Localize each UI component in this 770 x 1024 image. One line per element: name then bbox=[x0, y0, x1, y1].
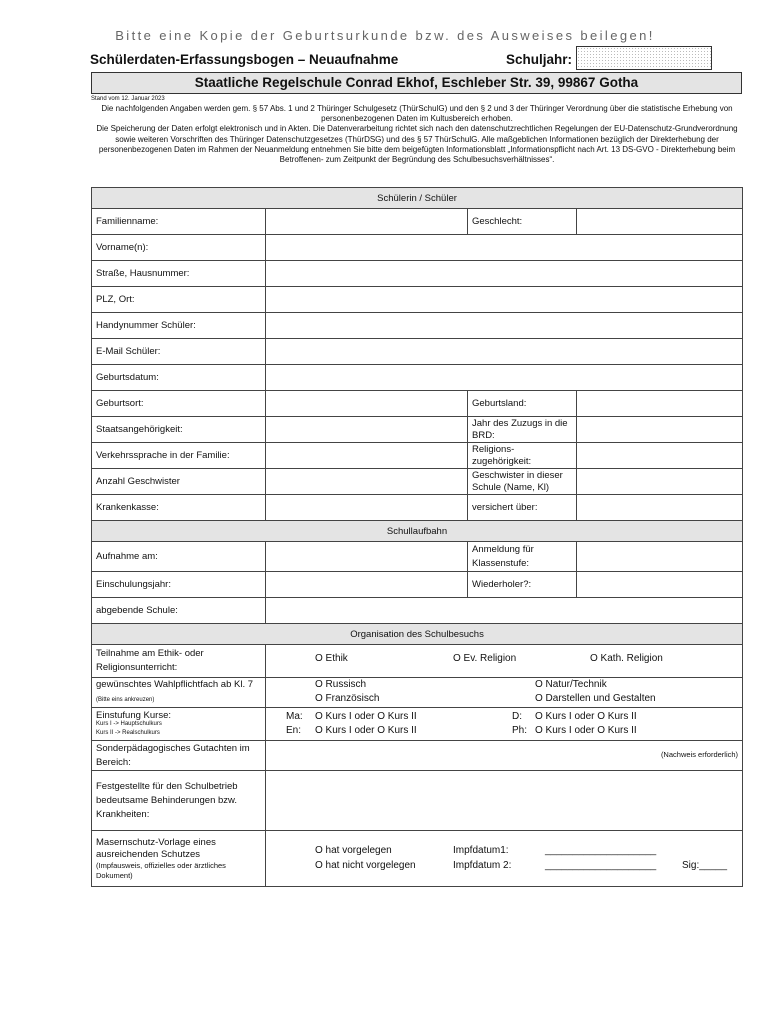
label-geburtsort: Geburtsort: bbox=[92, 391, 266, 417]
label-vorname: Vorname(n): bbox=[92, 235, 266, 261]
label-krankenkasse: Krankenkasse: bbox=[92, 495, 266, 521]
input-wiederholer[interactable] bbox=[577, 572, 743, 598]
input-geschwister-schule[interactable] bbox=[577, 469, 743, 495]
options-ethik-religion bbox=[266, 645, 743, 678]
label-abgebende-schule: abgebende Schule: bbox=[92, 598, 266, 624]
input-geschwister[interactable] bbox=[266, 469, 468, 495]
label-impfdatum-2: Impfdatum 2: bbox=[453, 859, 512, 871]
input-religion[interactable] bbox=[577, 443, 743, 469]
label-impfdatum-1: Impfdatum1: bbox=[453, 844, 509, 856]
radio-natur-technik[interactable]: O Natur/Technik bbox=[535, 678, 607, 690]
input-aufnahme[interactable] bbox=[266, 542, 468, 572]
label-geschlecht: Geschlecht: bbox=[468, 209, 577, 235]
label-familienname: Familienname: bbox=[92, 209, 266, 235]
kurs-hint-2: Kurs II -> Realschulkurs bbox=[96, 729, 160, 736]
input-familienname[interactable] bbox=[266, 209, 468, 235]
privacy-notice-paragraph-2: Die Speicherung der Daten erfolgt elektronisch und in Akten. Die Datenverarbeitung richtet sich nach den datenschutzrechtlichen Regelungen der EU-Datenschutz-Grundverordnung sowie weiteren Vorschriften des Thüringer Datenschutzgesetzes (ThürDSG) und des § 57 ThürSchulG. Alle maßgeblichen Informationen bezüglich der Direkterhebung der personenbezogenen Daten im Rahmen der Neuanmeldung entnehmen Sie bitte dem beigefügten Informationsblatt „Informationspflicht nach Art. 13 DS-GVO - Direkterhebung beim Betroffenen- zum Zeitpunkt der Begründung des Schulbesuchsverhältnisses“. bbox=[96, 124, 738, 165]
label-handynummer: Handynummer Schüler: bbox=[92, 313, 266, 339]
radio-ethik[interactable]: O Ethik bbox=[315, 653, 348, 664]
label-strasse: Straße, Hausnummer: bbox=[92, 261, 266, 287]
label-wiederholer: Wiederholer?: bbox=[468, 572, 577, 598]
label-ma: Ma: bbox=[286, 711, 303, 722]
stand-date: Stand vom 12. Januar 2023 bbox=[91, 96, 165, 102]
input-geburtsdatum[interactable] bbox=[266, 365, 743, 391]
label-ph: Ph: bbox=[512, 725, 528, 736]
label-versichert: versichert über: bbox=[468, 495, 577, 521]
label-geburtsdatum: Geburtsdatum: bbox=[92, 365, 266, 391]
radio-ma-kurs[interactable]: O Kurs I oder O Kurs II bbox=[315, 711, 417, 722]
section-schueler: Schülerin / Schüler bbox=[92, 188, 743, 209]
radio-ph-kurs[interactable]: O Kurs I oder O Kurs II bbox=[535, 725, 637, 736]
input-versichert[interactable] bbox=[577, 495, 743, 521]
label-gutachten: Sonderpädagogisches Gutachten im Bereich: bbox=[92, 741, 266, 771]
label-anmeldung: Anmeldung für Klassenstufe: bbox=[468, 542, 577, 572]
wahlpflichtfach-hint: (Bitte eins ankreuzen) bbox=[96, 697, 155, 703]
label-geschwister: Anzahl Geschwister bbox=[92, 469, 266, 495]
schuljahr-field[interactable] bbox=[576, 46, 712, 70]
section-schullaufbahn: Schullaufbahn bbox=[92, 521, 743, 542]
label-masernschutz bbox=[92, 831, 266, 887]
label-email: E-Mail Schüler: bbox=[92, 339, 266, 365]
label-einstufung bbox=[92, 708, 266, 741]
input-geburtsort[interactable] bbox=[266, 391, 468, 417]
input-email[interactable] bbox=[266, 339, 743, 365]
label-religion: Religions-zugehörigkeit: bbox=[468, 443, 577, 469]
radio-hat-nicht-vorgelegen[interactable]: O hat nicht vorgelegen bbox=[315, 859, 416, 871]
radio-hat-vorgelegen[interactable]: O hat vorgelegen bbox=[315, 844, 392, 856]
radio-en-kurs[interactable]: O Kurs I oder O Kurs II bbox=[315, 725, 417, 736]
masernschutz-text: Masernschutz-Vorlage eines ausreichenden Schutzes bbox=[96, 836, 216, 860]
options-wahlpflichtfach bbox=[266, 678, 743, 708]
registration-form-table bbox=[91, 187, 743, 887]
title-row bbox=[88, 50, 748, 72]
input-verkehrssprache[interactable] bbox=[266, 443, 468, 469]
label-en: En: bbox=[286, 725, 302, 736]
label-behinderungen: Festgestellte für den Schulbetrieb bedeutsame Behinderungen bzw. Krankheiten: bbox=[92, 771, 266, 831]
input-signature[interactable]: Sig:_____ bbox=[682, 859, 728, 871]
input-impfdatum-1[interactable]: ____________________ bbox=[545, 844, 657, 856]
radio-ev-religion[interactable]: O Ev. Religion bbox=[453, 653, 517, 664]
input-zuzug[interactable] bbox=[577, 417, 743, 443]
schuljahr-label: Schuljahr: bbox=[506, 52, 573, 67]
input-vorname[interactable] bbox=[266, 235, 743, 261]
label-geburtsland: Geburtsland: bbox=[468, 391, 577, 417]
input-gutachten[interactable] bbox=[266, 741, 743, 771]
privacy-notice bbox=[94, 104, 740, 165]
radio-darstellen-gestalten[interactable]: O Darstellen und Gestalten bbox=[535, 692, 656, 704]
input-behinderungen[interactable] bbox=[266, 771, 743, 831]
label-wahlpflichtfach bbox=[92, 678, 266, 708]
label-ethik-religion: Teilnahme am Ethik- oder Religionsunterricht: bbox=[92, 645, 266, 678]
options-masernschutz bbox=[266, 831, 743, 887]
label-zuzug: Jahr des Zuzugs in die BRD: bbox=[468, 417, 577, 443]
input-anmeldung[interactable] bbox=[577, 542, 743, 572]
input-plz-ort[interactable] bbox=[266, 287, 743, 313]
document-hint: Bitte eine Kopie der Geburtsurkunde bzw. des Ausweises beilegen! bbox=[115, 28, 655, 43]
nachweis-hint: (Nachweis erforderlich) bbox=[660, 750, 739, 759]
form-title: Schülerdaten-Erfassungsbogen – Neuaufnahme bbox=[90, 52, 399, 67]
label-verkehrssprache: Verkehrssprache in der Familie: bbox=[92, 443, 266, 469]
radio-kath-religion[interactable]: O Kath. Religion bbox=[590, 653, 663, 664]
label-aufnahme: Aufnahme am: bbox=[92, 542, 266, 572]
options-einstufung bbox=[266, 708, 743, 741]
input-krankenkasse[interactable] bbox=[266, 495, 468, 521]
kurs-hint-1: Kurs I -> Hauptschulkurs bbox=[96, 720, 162, 727]
input-geschlecht[interactable] bbox=[577, 209, 743, 235]
radio-franzoesisch[interactable]: O Französisch bbox=[315, 692, 380, 704]
input-staatsangehoerigkeit[interactable] bbox=[266, 417, 468, 443]
einstufung-text: Einstufung Kurse: bbox=[96, 709, 171, 721]
input-handynummer[interactable] bbox=[266, 313, 743, 339]
radio-russisch[interactable]: O Russisch bbox=[315, 678, 367, 690]
school-name-bar: Staatliche Regelschule Conrad Ekhof, Eschleber Str. 39, 99867 Gotha bbox=[91, 72, 742, 94]
section-organisation: Organisation des Schulbesuchs bbox=[92, 624, 743, 645]
input-einschulungsjahr[interactable] bbox=[266, 572, 468, 598]
input-geburtsland[interactable] bbox=[577, 391, 743, 417]
privacy-notice-paragraph-1: Die nachfolgenden Angaben werden gem. § 57 Abs. 1 und 2 Thüringer Schulgesetz (ThürSchulG) und den § 2 und 3 der Thüringer Verordnung über die statistische Erhebung von personenbezogenen Daten im Kultusbereich erhoben. bbox=[101, 104, 733, 124]
input-abgebende-schule[interactable] bbox=[266, 598, 743, 624]
label-geschwister-schule: Geschwister in dieser Schule (Name, Kl) bbox=[468, 469, 577, 495]
radio-d-kurs[interactable]: O Kurs I oder O Kurs II bbox=[535, 711, 637, 722]
label-plz-ort: PLZ, Ort: bbox=[92, 287, 266, 313]
label-d: D: bbox=[512, 711, 522, 722]
input-strasse[interactable] bbox=[266, 261, 743, 287]
label-staatsangehoerigkeit: Staatsangehörigkeit: bbox=[92, 417, 266, 443]
masernschutz-hint: (Impfausweis, offizielles oder ärztliches Dokument) bbox=[96, 860, 226, 880]
label-einschulungsjahr: Einschulungsjahr: bbox=[92, 572, 266, 598]
wahlpflichtfach-text: gewünschtes Wahlpflichtfach ab Kl. 7 bbox=[96, 679, 254, 690]
input-impfdatum-2[interactable]: ____________________ bbox=[545, 859, 657, 871]
